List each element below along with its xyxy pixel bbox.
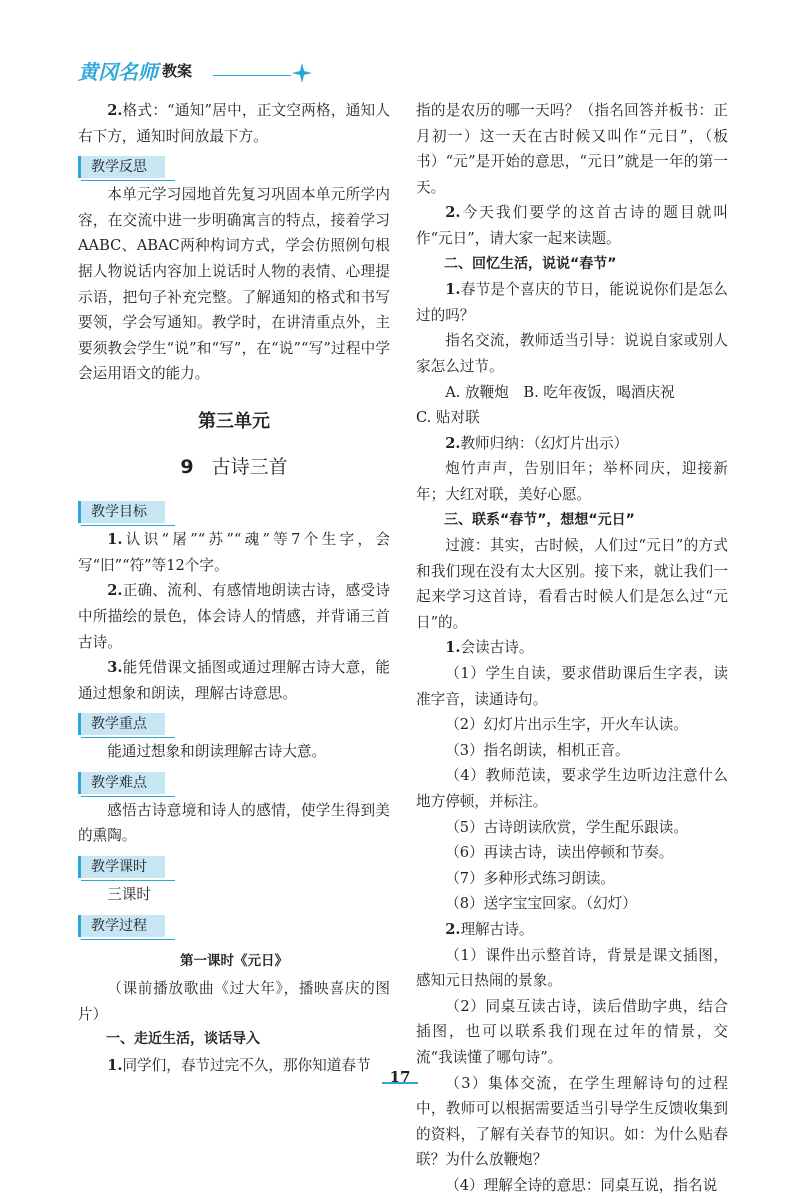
process-label: 教学过程	[78, 915, 165, 937]
list-item: （5）古诗朗读欣赏，学生配乐跟读。	[445, 818, 688, 836]
list-item: （8）送字宝宝回家。（幻灯）	[445, 895, 637, 913]
key-label: 教学重点	[78, 713, 165, 735]
list-item: （4）教师范读，要求学生边听边注意什么地方停顿，并标注。	[416, 767, 728, 811]
reflection-label: 教学反思	[78, 156, 165, 178]
paragraph: 1.春节是个喜庆的节日，能说说你们是怎么过的吗？	[416, 281, 728, 324]
difficulty-label: 教学难点	[78, 772, 165, 794]
brand-subtitle: 教案	[162, 62, 193, 80]
format-paragraph: 2.格式：“通知”居中，正文空两格，通知人右下方，通知时间放最下方。	[78, 102, 390, 145]
continued-paragraph: 指的是农历的哪一天吗？（指名回答并板书：正月初一）这一天在古时候又叫作“元日”，（板书）“元”是开始的意思，“元日”就是一年的第一天。	[416, 102, 728, 196]
list-item: （2）幻灯片出示生字，开火车认读。	[445, 716, 688, 734]
section-title: 一、走近生活，谈话导入	[106, 1031, 260, 1048]
hours-label: 教学课时	[78, 856, 165, 878]
paragraph: 过渡：其实，古时候，人们过“元日”的方式和我们现在没有太大区别。接下来，就让我们一起来学习这首诗，看看古时候人们是怎么过“元日”的。	[416, 537, 728, 631]
paragraph: 2.理解古诗。	[445, 921, 534, 938]
page-header	[78, 56, 338, 86]
list-item: （7）多种形式练习朗读。	[445, 869, 616, 887]
goal-item: 3.能凭借课文插图或通过理解古诗大意，能通过想象和朗读，理解古诗意思。	[78, 659, 390, 702]
list-item: （3）指名朗读，相机正音。	[445, 741, 630, 759]
pre-class-note: （课前播放歌曲《过大年》，播映喜庆的图片）	[78, 980, 390, 1023]
section-title: 三、联系“春节”，想想“元日”	[444, 511, 635, 528]
section-paragraph: 1.同学们，春节过完不久，那你知道春节	[107, 1057, 371, 1075]
difficulty-text: 感悟古诗意境和诗人的感情，使学生得到美的熏陶。	[78, 801, 390, 845]
goals-label: 教学目标	[78, 501, 165, 523]
lesson-name: 古诗三首	[211, 455, 288, 478]
list-item: （1）课件出示整首诗，背景是课文插图，感知元日热闹的景象。	[416, 946, 728, 990]
goal-item: 2.正确、流利、有感情地朗读古诗，感受诗中所描绘的景色，体会诗人的情感，并背诵三首古诗。	[78, 582, 390, 651]
paragraph: 炮竹声声，告别旧年；举杯同庆，迎接新年；大红对联，美好心愿。	[416, 460, 728, 503]
paragraph: 2.教师归纳：（幻灯片出示）	[445, 434, 629, 452]
paragraph: 2.今天我们要学的这首古诗的题目就叫作“元日”，请大家一起来读题。	[416, 204, 728, 247]
reflection-text: 本单元学习园地首先复习巩固本单元所学内容，在交流中进一步明确寓言的特点，接着学习AABC、ABAC两种构词方式，学会仿照例句根据人物说话内容加上说话时人物的表情、心理提示语，把句子补充完整。了解通知的格式和书写要领，学会写通知。教学时，在讲清重点外，主要须教会学生“说”和“写”，在“说”“写”过程中学会运用语文的能力。	[78, 186, 390, 383]
brand-logo: 黄冈名师	[78, 60, 158, 84]
sparkle-icon	[291, 62, 313, 84]
period-title: 第一课时《元日》	[180, 952, 288, 969]
options-line: A. 放鞭炮 B. 吃年夜饭，喝酒庆祝	[445, 383, 675, 401]
right-column	[416, 98, 728, 1199]
goal-item: 1.认识“屠”“苏”“魂”等7个生字，会写“旧”“符”等12个字。	[78, 531, 390, 574]
page-number-underline	[382, 1082, 418, 1084]
left-column	[78, 98, 390, 1079]
page-number: 17	[389, 1068, 411, 1086]
unit-title: 第三单元	[198, 410, 270, 432]
paragraph: 1.会读古诗。	[445, 639, 534, 657]
list-item: （4）理解全诗的意思：同桌互说，指名说	[445, 1176, 718, 1194]
lesson-number: 9	[180, 455, 194, 478]
list-item: （1）学生自读，要求借助课后生字表，读准字音，读通诗句。	[416, 665, 728, 708]
list-item: （2）同桌互读古诗，读后借助字典，结合插图，也可以联系我们现在过年的情景，交流“我读懂了哪句诗”。	[416, 997, 728, 1066]
header-divider	[213, 75, 291, 76]
section-title: 二、回忆生活，说说“春节”	[444, 255, 617, 272]
options-continued: C. 贴对联	[416, 409, 480, 427]
paragraph: 指名交流，教师适当引导：说说自家或别人家怎么过节。	[416, 332, 728, 375]
key-text: 能通过想象和朗读理解古诗大意。	[107, 743, 327, 761]
lesson-title	[78, 455, 390, 481]
list-item: （3）集体交流，在学生理解诗句的过程中，教师可以根据需要适当引导学生反馈收集到的资料，了解有关春节的知识。如：为什么贴春联？为什么放鞭炮？	[416, 1074, 728, 1169]
hours-text: 三课时	[107, 886, 151, 904]
list-item: （6）再读古诗，读出停顿和节奏。	[445, 844, 674, 862]
